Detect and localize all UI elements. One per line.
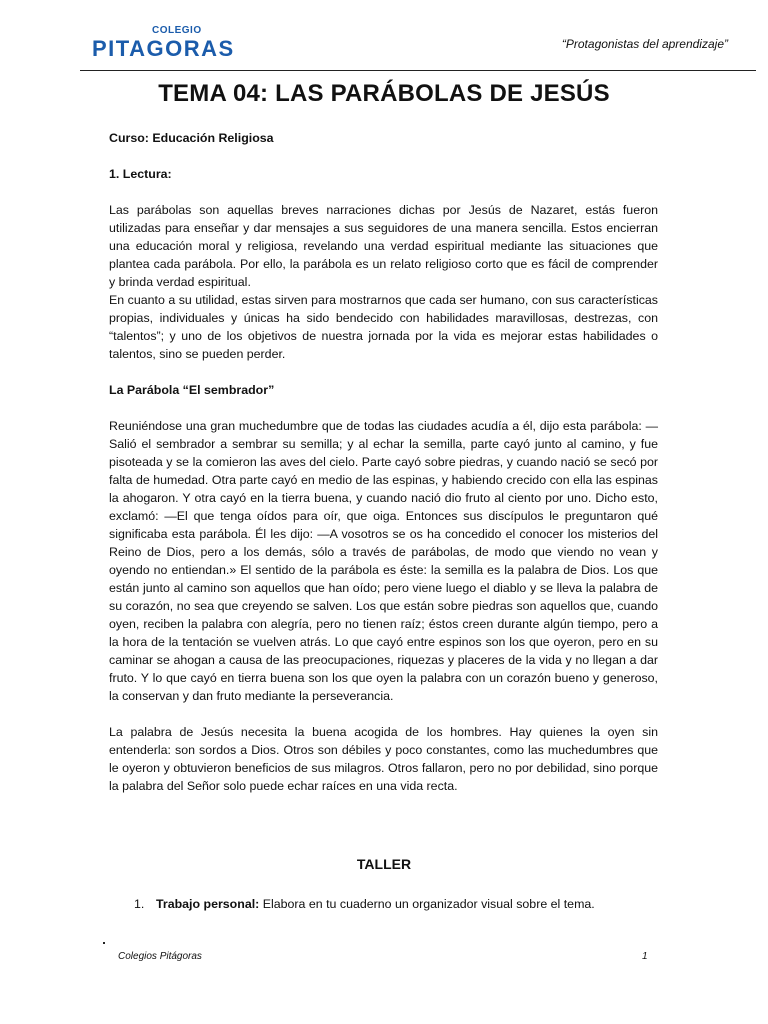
parable-heading: La Parábola “El sembrador” <box>109 383 275 397</box>
parable-paragraph: Reuniéndose una gran muchedumbre que de todas las ciudades acudía a él, dijo esta parábola: —Salió el sembrador a sembrar su semilla; y al echar la semilla, parte cayó junto al camino, y fue pisoteada y se la comieron las aves del cielo. Parte cayó sobre piedras, y cuando nació se secó por falta de humedad. Otra parte cayó en medio de las espinas, y habiendo crecido con ella las espinas la ahogaron. Y otra cayó en la tierra buena, y cuando nació dio fruto al ciento por uno. Dicho esto, exclamó: —El que tenga oídos para oír, que oiga. Entonces sus discípulos le preguntaron qué significaba esta parábola. Él les dijo: —A vosotros se os ha concedido el conocer los misterios del Reino de Dios, pero a los demás, sólo a través de parábolas, de modo que viendo no vean y oyendo no entiendan.» El sentido de la parábola es éste: la semilla es la palabra de Dios. Los que están junto al camino son aquellos que han oído; pero viene luego el diablo y se lleva la palabra de su corazón, no sea que creyendo se salven. Los que están sobre piedras son aquellos que, cuando oyen, reciben la palabra con alegría, pero no tienen raíz; éstos creen durante algún tiempo, pero a la hora de la tentación se vuelven atrás. Lo que cayó entre espinos son los que oyeron, pero en su caminar se ahogan a causa de las preocupaciones, riquezas y placeres de la vida y no llegan a dar fruto. Y lo que cayó en tierra buena son los que oyen la palabra con un corazón bueno y generoso, la conservan y dan fruto mediante la perseverancia. <box>109 419 658 703</box>
school-motto: “Protagonistas del aprendizaje” <box>561 37 728 51</box>
page-header <box>0 0 768 80</box>
task-text: Elabora en tu cuaderno un organizador visual sobre el tema. <box>259 897 595 911</box>
intro-paragraph-2: En cuanto a su utilidad, estas sirven para mostrarnos que cada ser humano, con sus características propias, individuales y únicas ha sido bendecido con habilidades maravillosas, destrezas, con “talentos”; y uno de los objetivos de nuestra jornada por la vida es mejorar estas habilidades o talentos, sino se pueden perder. <box>109 293 658 361</box>
footer-school-name: Colegios Pitágoras <box>118 951 202 962</box>
task-label: Trabajo personal: <box>156 897 260 911</box>
document-body <box>109 129 658 795</box>
header-divider <box>80 70 756 71</box>
task-number: 1. <box>134 897 145 911</box>
school-logo <box>92 22 272 62</box>
intro-paragraph-1: Las parábolas son aquellas breves narraciones dichas por Jesús de Nazaret, estás fueron utilizadas para enseñar y dar mensajes a sus seguidores de una manera sencilla. Estos encierran una educación moral y religiosa, revelando una verdad espiritual mediante las situaciones que plantea cada parábola. Por ello, la parábola es un relato religioso corto que es fácil de comprender y brinda verdad espiritual. <box>109 203 658 289</box>
page-number: 1 <box>642 951 648 962</box>
course-label: Curso: Educación Religiosa <box>109 131 274 145</box>
footer-mark <box>103 942 105 944</box>
taller-heading: TALLER <box>356 856 412 872</box>
section-heading-lectura: 1. Lectura: <box>109 167 172 181</box>
logo-name-text: PITAGORAS <box>92 36 235 61</box>
page-title: TEMA 04: LAS PARÁBOLAS DE JESÚS <box>158 80 610 107</box>
logo-small-text: COLEGIO <box>152 25 202 36</box>
task-item <box>134 897 595 911</box>
closing-paragraph: La palabra de Jesús necesita la buena acogida de los hombres. Hay quienes la oyen sin entenderla: son sordos a Dios. Otros son débiles y poco constantes, como las muchedumbres que le oyeron y obtuvieron beneficios de sus milagros. Otros fallaron, pero no por debilidad, sino porque la palabra del Señor solo puede echar raíces en una vida recta. <box>109 725 658 793</box>
